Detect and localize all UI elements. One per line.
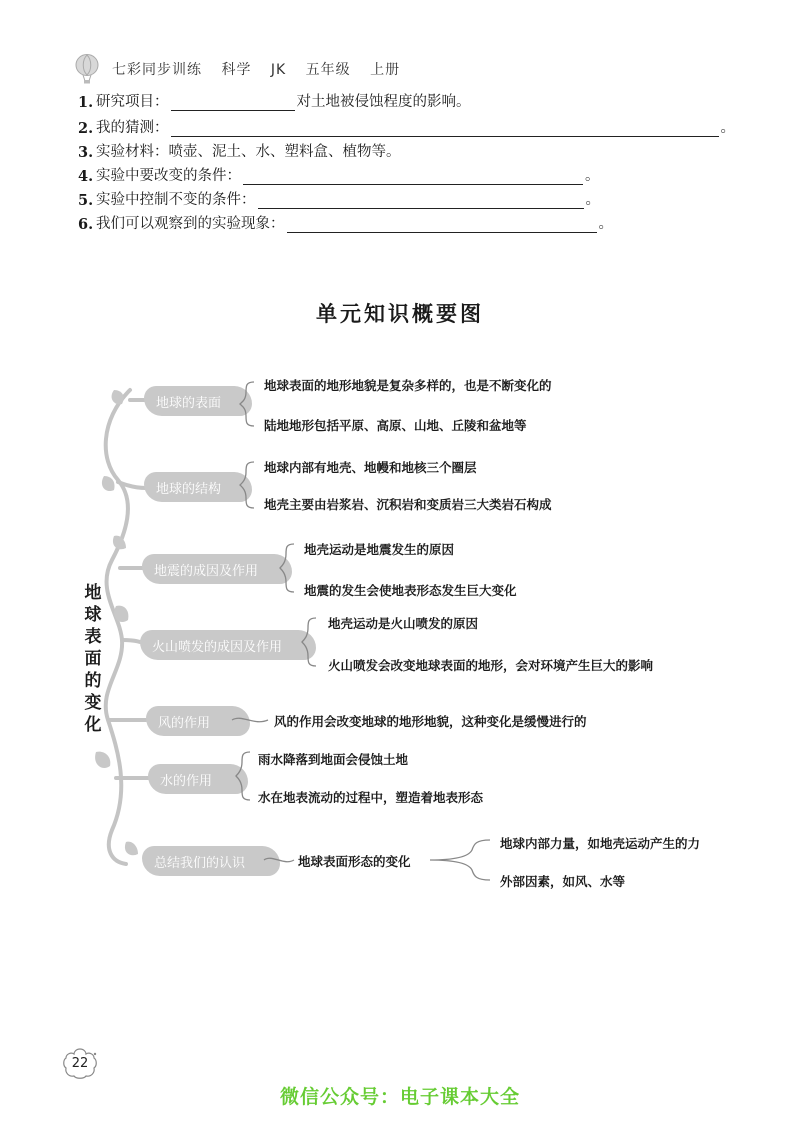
branch-bracket [238,458,260,512]
question-suffix: 。 [585,192,600,208]
header-grade: 五年级 [305,62,351,78]
question-suffix: 。 [585,168,600,184]
header-subject: 科学 [221,62,252,78]
question-prefix: 研究项目： [96,94,169,110]
branch-bracket [238,378,260,430]
question-number: 3. [78,144,94,161]
branch-earth-surface: 地球的表面 [144,386,252,416]
branch-item: 地球内部有地壳、地幔和地核三个圈层 [264,460,477,475]
root-char: 表 [84,627,102,647]
root-char: 的 [84,671,102,691]
branch-item: 地壳主要由岩浆岩、沉积岩和变质岩三大类岩石构成 [264,497,552,512]
question-number: 4. [78,168,94,185]
branch-connector [230,712,270,728]
section-title: 单元知识概要图 [316,301,484,326]
branch-item: 地壳运动是火山喷发的原因 [328,616,479,631]
branch-bracket [278,540,300,596]
question-number: 1. [78,94,94,111]
branch-summary: 总结我们的认识 [142,846,280,876]
branch-bracket [234,748,256,804]
question-prefix: 实验材料：喷壶、泥土、水、塑料盒、植物等。 [96,144,401,160]
question-prefix: 我的猜测： [96,120,169,136]
branch-item: 地震的发生会使地表形态发生巨大变化 [304,583,517,598]
branch-item: 水在地表流动的过程中，塑造着地表形态 [258,790,484,805]
branch-water: 水的作用 [148,764,248,794]
footer-watermark: 微信公众号：电子课本大全 [279,1086,520,1108]
header-edition: JK [270,62,287,78]
root-char: 变 [84,693,102,713]
root-label [82,582,104,736]
branch-item: 风的作用会改变地球的地形地貌，这种变化是缓慢进行的 [274,714,587,729]
root-char: 地 [84,583,102,603]
root-char: 化 [84,715,102,735]
branch-wind: 风的作用 [146,706,250,736]
root-char: 球 [84,605,102,625]
branch-item: 地球内部力量，如地壳运动产生的力 [500,836,701,851]
branch-item: 火山喷发会改变地球表面的地形，会对环境产生巨大的影响 [328,658,654,673]
branch-item: 外部因素，如风、水等 [500,874,626,889]
header-volume: 上册 [370,62,401,78]
question-suffix: 。 [720,120,735,136]
question-suffix: 对土地被侵蚀程度的影响。 [296,94,471,110]
question-prefix: 实验中要改变的条件： [96,168,241,184]
header-series: 七彩同步训练 [112,62,202,78]
branch-bracket [428,832,494,888]
page-number: 22 [71,1056,89,1071]
question-number: 6. [78,216,94,233]
question-prefix: 我们可以观察到的实验现象： [96,216,285,232]
branch-item: 陆地地形包括平原、高原、山地、丘陵和盆地等 [264,418,527,433]
branch-connector [262,852,296,868]
question-number: 5. [78,192,94,209]
branch-volcano: 火山喷发的成因及作用 [140,630,316,660]
branch-item: 地壳运动是地震发生的原因 [304,542,455,557]
question-prefix: 实验中控制不变的条件： [96,192,256,208]
branch-summary-middle: 地球表面形态的变化 [298,854,411,869]
branch-item: 雨水降落到地面会侵蚀土地 [258,752,409,767]
question-suffix: 。 [598,216,613,232]
branch-earth-structure: 地球的结构 [144,472,252,502]
branch-earthquake: 地震的成因及作用 [142,554,292,584]
root-char: 面 [84,649,102,669]
branch-bracket [300,614,322,670]
question-number: 2. [78,120,94,137]
branch-item: 地球表面的地形地貌是复杂多样的，也是不断变化的 [264,378,552,393]
